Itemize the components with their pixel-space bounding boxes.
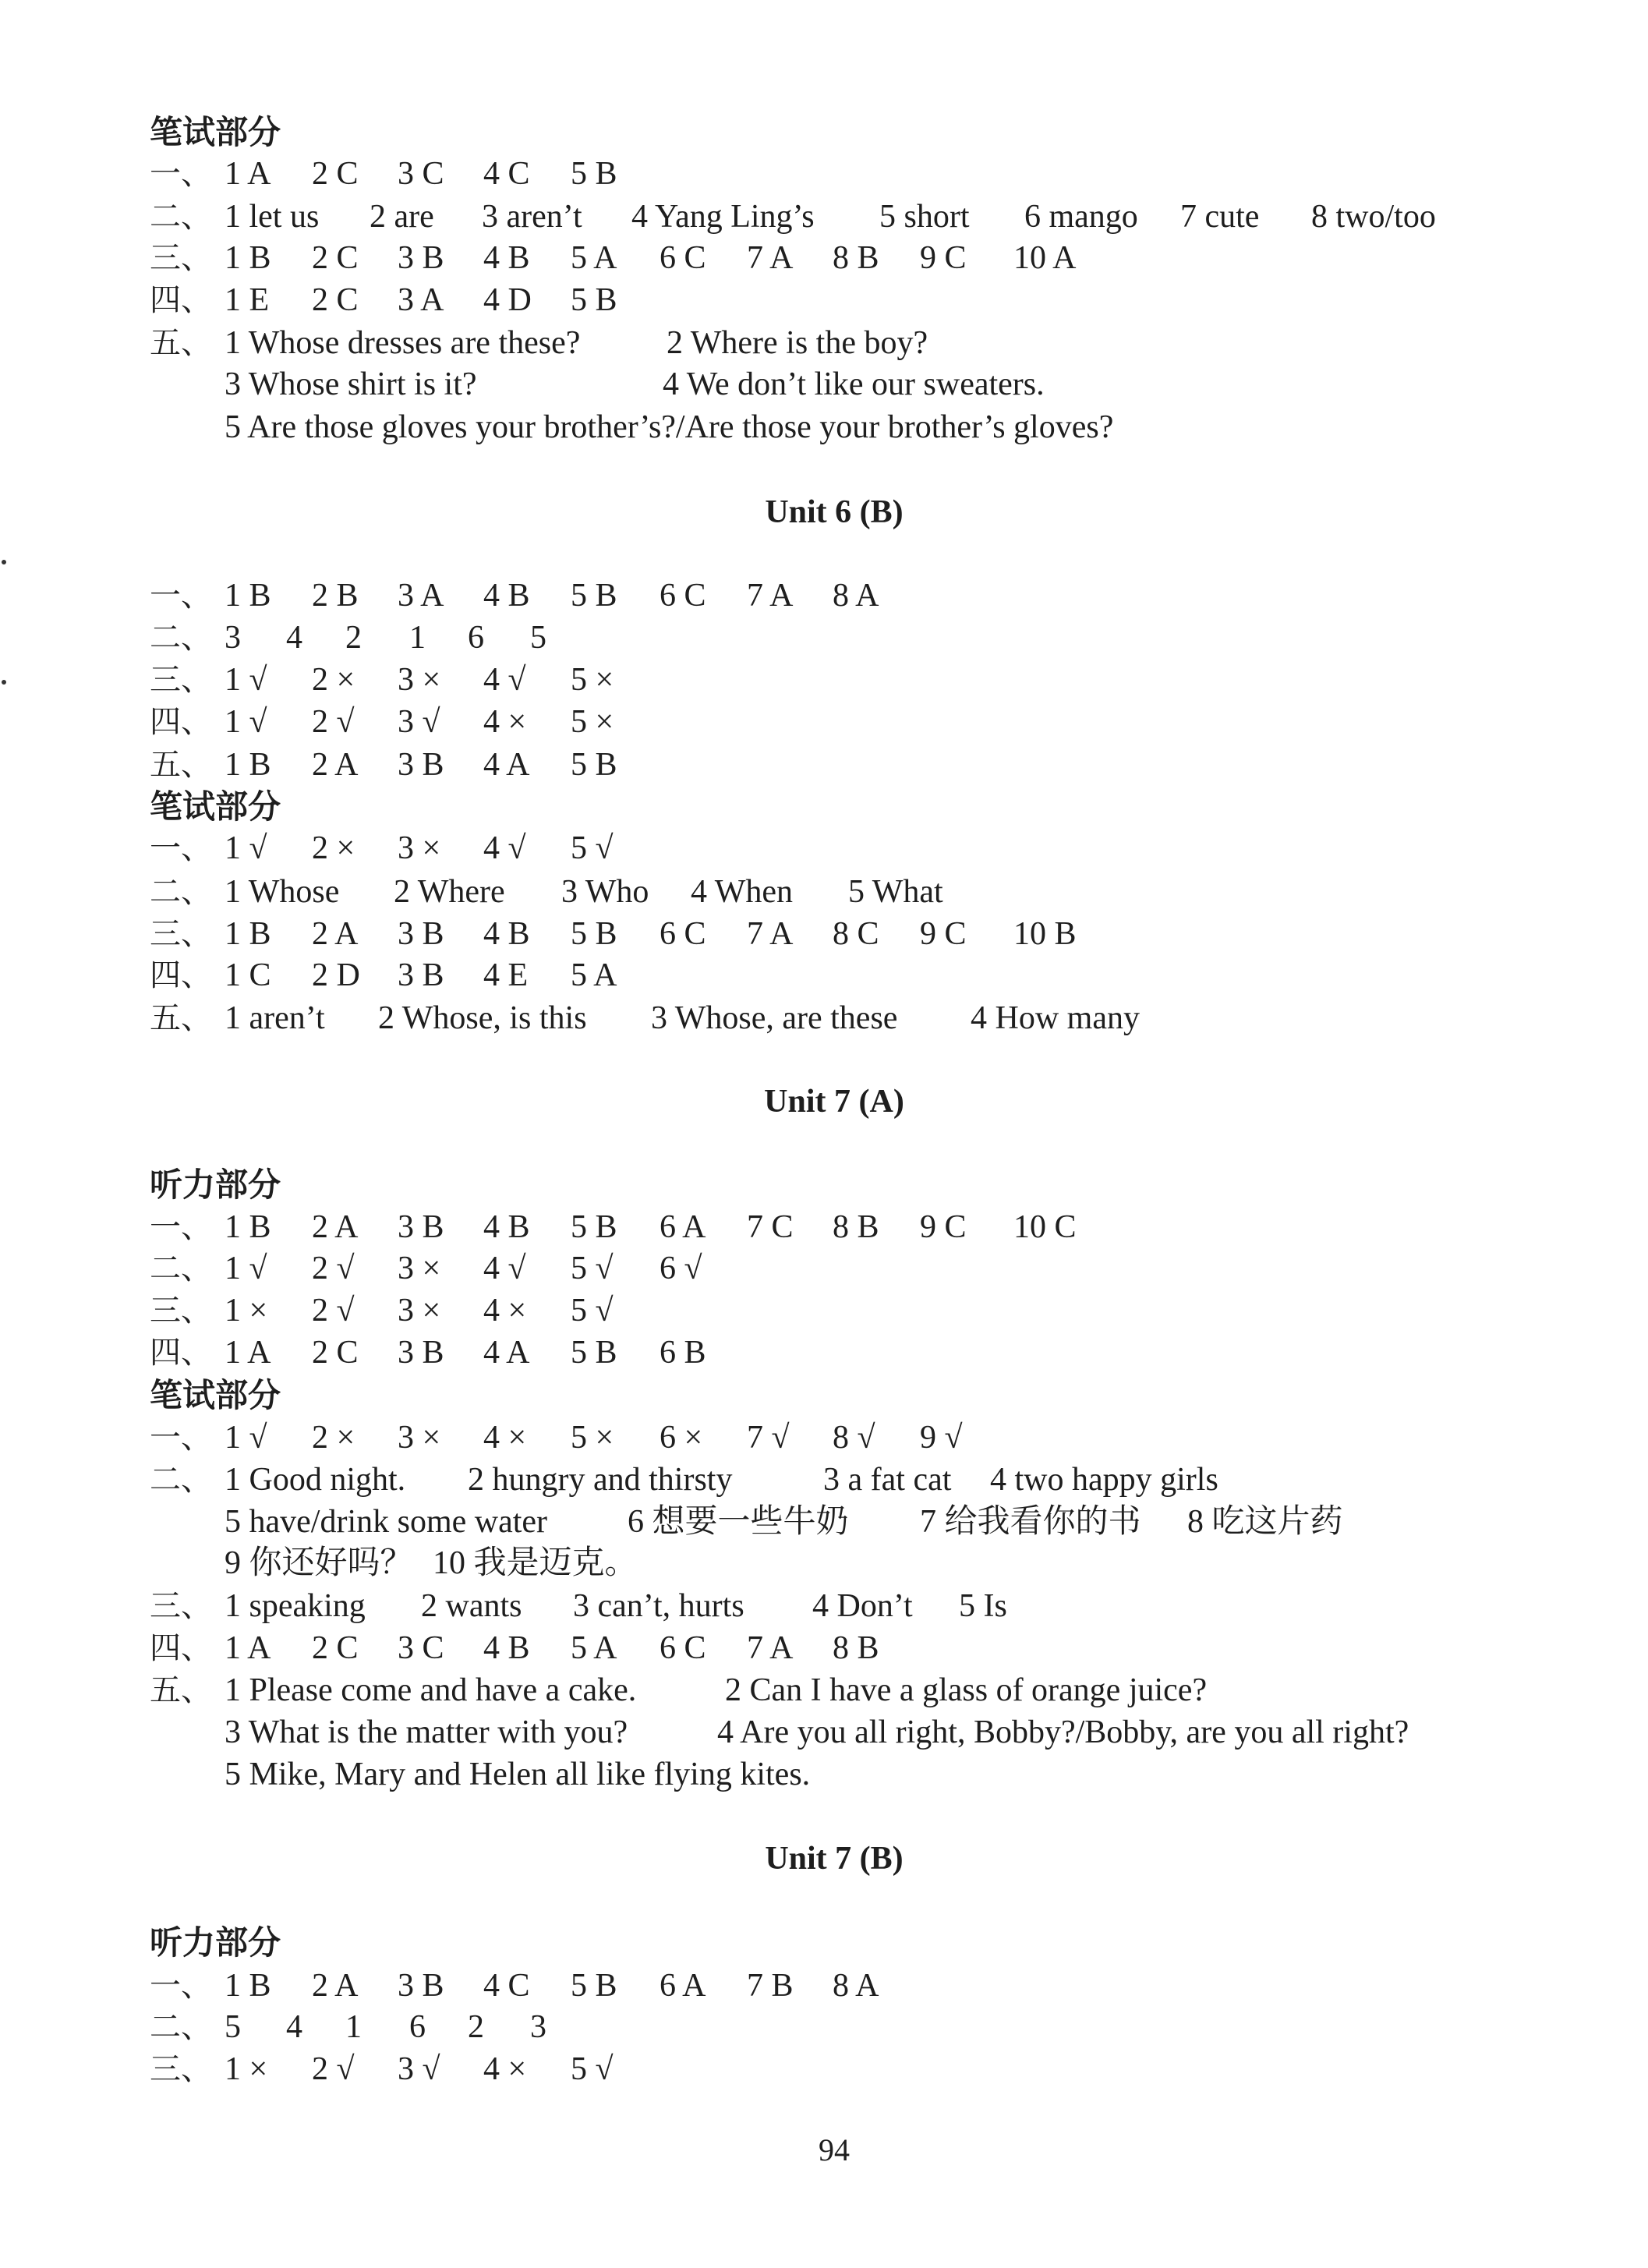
- answer-item: 5: [225, 2009, 241, 2045]
- question-number: 四、: [150, 1335, 212, 1371]
- answer-item: 7 cute: [1180, 199, 1260, 235]
- answer-row: [0, 1625, 1648, 1672]
- answer-item: 9 C: [920, 240, 967, 276]
- answer-item: 8 A: [833, 578, 879, 614]
- answer-row: [0, 1456, 1648, 1503]
- answer-item: 5 A: [571, 957, 617, 993]
- answer-item: 5 B: [571, 916, 617, 952]
- answer-item: 6 mango: [1024, 199, 1138, 235]
- answer-row: [0, 361, 1648, 408]
- answer-item: 1 B: [225, 578, 271, 614]
- answer-row: [0, 150, 1648, 197]
- question-number: 二、: [150, 1462, 212, 1498]
- answer-item: 8 B: [833, 1209, 879, 1245]
- answer-item: 3 ×: [398, 1251, 441, 1286]
- answer-item: 3 B: [398, 1209, 444, 1245]
- answer-item: 6 C: [660, 240, 706, 276]
- answer-item: 4 √: [483, 662, 526, 698]
- answer-item: 7 B: [747, 1968, 794, 2004]
- answer-item: 8 two/too: [1311, 199, 1436, 235]
- answer-item: 2 ×: [312, 1420, 355, 1456]
- answer-row: [0, 572, 1648, 619]
- question-number: 四、: [150, 957, 212, 993]
- answer-item: 6: [468, 620, 484, 656]
- answer-item: 7 A: [747, 240, 794, 276]
- answer-item: 6 C: [660, 578, 706, 614]
- answer-item: 3 ×: [398, 1293, 441, 1329]
- question-number: 三、: [150, 1588, 212, 1624]
- answer-item: 5 B: [571, 1335, 617, 1371]
- answer-item: 6: [409, 2009, 426, 2045]
- section-heading: 笔试部分: [150, 787, 281, 826]
- answer-row: [0, 404, 1648, 451]
- answer-item: 1 C: [225, 957, 271, 993]
- question-number: 二、: [150, 199, 212, 235]
- answer-item: 2 wants: [421, 1588, 522, 1624]
- answer-item: 8 B: [833, 240, 879, 276]
- answer-item: 2 hungry and thirsty: [468, 1462, 733, 1498]
- question-number: 二、: [150, 874, 212, 910]
- answer-item: 1 ×: [225, 2051, 268, 2087]
- answer-row: [0, 277, 1648, 324]
- answer-item: 2 are: [370, 199, 434, 235]
- answer-item: 8 B: [833, 1630, 879, 1666]
- answer-item: 4 C: [483, 156, 530, 192]
- answer-row: [0, 320, 1648, 366]
- answer-item: 1 √: [225, 830, 267, 866]
- question-number: 五、: [150, 1000, 212, 1036]
- answer-item: 3 Whose shirt is it?: [225, 366, 477, 402]
- answer-item: 3 aren’t: [482, 199, 582, 235]
- answer-item: 4 A: [483, 1335, 530, 1371]
- answer-item: 1 Whose dresses are these?: [225, 325, 581, 361]
- question-number: 一、: [150, 1209, 212, 1245]
- question-number: 五、: [150, 1672, 212, 1708]
- answer-item: 2 A: [312, 747, 359, 783]
- answer-item: 1 A: [225, 1335, 271, 1371]
- answer-item: 2: [468, 2009, 484, 2045]
- answer-item: 4 Don’t: [812, 1588, 913, 1624]
- answer-row: [0, 1204, 1648, 1251]
- answer-item: 5 √: [571, 2051, 614, 2087]
- answer-item: 2 B: [312, 578, 359, 614]
- answer-item: 3 B: [398, 1335, 444, 1371]
- answer-item: 4 ×: [483, 704, 527, 740]
- answer-row: [0, 2004, 1648, 2050]
- answer-item: 3: [530, 2009, 546, 2045]
- answer-item: 10 A: [1013, 240, 1077, 276]
- answer-item: 4 B: [483, 916, 530, 952]
- answer-item: 5: [530, 620, 546, 656]
- answer-item: 3 Whose, are these: [651, 1000, 898, 1036]
- answer-row: [0, 1540, 1648, 1587]
- answer-item: 5 short: [879, 199, 970, 235]
- answer-item: 3 C: [398, 1630, 444, 1666]
- answer-item: 5 √: [571, 1251, 614, 1286]
- answer-item: 3 B: [398, 240, 444, 276]
- answer-item: 3 √: [398, 704, 440, 740]
- answer-item: 1 A: [225, 1630, 271, 1666]
- answer-item: 10 B: [1013, 916, 1077, 952]
- answer-row: [0, 656, 1648, 703]
- answer-item: 1 Good night.: [225, 1462, 406, 1498]
- answer-item: 1 A: [225, 156, 271, 192]
- answer-item: 4 A: [483, 747, 530, 783]
- answer-item: 1 E: [225, 282, 270, 318]
- answer-item: 5 √: [571, 1293, 614, 1329]
- question-number: 三、: [150, 916, 212, 952]
- answer-row: [0, 1414, 1648, 1461]
- answer-row: [0, 1709, 1648, 1756]
- answer-item: 4 B: [483, 240, 530, 276]
- question-number: 二、: [150, 620, 212, 656]
- question-number: 四、: [150, 704, 212, 740]
- answer-item: 1 Whose: [225, 874, 340, 910]
- answer-item: 3 √: [398, 2051, 440, 2087]
- answer-item: 2 ×: [312, 830, 355, 866]
- answer-item: 7 A: [747, 916, 794, 952]
- answer-item: 3 can’t, hurts: [573, 1588, 744, 1624]
- answer-item: 7 A: [747, 578, 794, 614]
- answer-item: 6 √: [660, 1251, 702, 1286]
- answer-row: [0, 911, 1648, 957]
- answer-item: 1 B: [225, 916, 271, 952]
- answer-row: [0, 1667, 1648, 1714]
- unit-title: Unit 6 (B): [765, 494, 904, 530]
- question-number: 一、: [150, 830, 212, 866]
- answer-item: 5 A: [571, 240, 617, 276]
- answer-item: 4: [286, 620, 302, 656]
- scan-mark: [2, 560, 6, 564]
- answer-item: 4 B: [483, 1630, 530, 1666]
- answer-item: 4 B: [483, 578, 530, 614]
- answer-row: [0, 193, 1648, 240]
- answer-item: 5 What: [848, 874, 943, 910]
- answer-item: 2 √: [312, 1251, 355, 1286]
- question-number: 四、: [150, 282, 212, 318]
- unit-title: Unit 7 (B): [765, 1841, 904, 1877]
- answer-item: 2 C: [312, 282, 359, 318]
- answer-item: 2 Where is the boy?: [667, 325, 928, 361]
- question-number: 五、: [150, 747, 212, 783]
- answer-row: [0, 825, 1648, 872]
- answer-item: 2 Can I have a glass of orange juice?: [725, 1672, 1208, 1708]
- scan-mark: [2, 680, 6, 685]
- section-heading: 笔试部分: [150, 113, 281, 151]
- answer-item: 5 B: [571, 282, 617, 318]
- answer-row: [0, 995, 1648, 1042]
- answer-row: [0, 869, 1648, 915]
- answer-item: 1: [409, 620, 426, 656]
- answer-item: 9 C: [920, 1209, 967, 1245]
- answer-item: 2: [345, 620, 362, 656]
- answer-item: 5 A: [571, 1630, 617, 1666]
- answer-row: [0, 1329, 1648, 1376]
- question-number: 一、: [150, 1968, 212, 2004]
- question-number: 一、: [150, 578, 212, 614]
- answer-item: 2 √: [312, 2051, 355, 2087]
- answer-item: 4 Yang Ling’s: [631, 199, 815, 235]
- answer-item: 1 speaking: [225, 1588, 366, 1624]
- answer-item: 1 √: [225, 1251, 267, 1286]
- question-number: 三、: [150, 1293, 212, 1329]
- answer-item: 5 √: [571, 830, 614, 866]
- answer-item: 8 A: [833, 1968, 879, 2004]
- answer-item: 3 C: [398, 156, 444, 192]
- answer-item: 3 ×: [398, 830, 441, 866]
- answer-item: 3: [225, 620, 241, 656]
- answer-row: [0, 1583, 1648, 1629]
- answer-row: [0, 741, 1648, 788]
- answer-item: 4 How many: [971, 1000, 1140, 1036]
- answer-item: 2 A: [312, 1968, 359, 2004]
- question-number: 三、: [150, 662, 212, 698]
- section-heading: 笔试部分: [150, 1376, 281, 1414]
- answer-row: [0, 699, 1648, 745]
- answer-item: 4 ×: [483, 1293, 527, 1329]
- answer-row: [0, 235, 1648, 281]
- answer-item: 2 C: [312, 1630, 359, 1666]
- answer-item: 1 B: [225, 747, 271, 783]
- answer-row: [0, 1962, 1648, 2009]
- answer-item: 2 C: [312, 240, 359, 276]
- answer-item: 1 aren’t: [225, 1000, 325, 1036]
- answer-item: 10 我是迈克。: [433, 1545, 638, 1581]
- page-number: 94: [819, 2132, 850, 2167]
- answer-item: 4 ×: [483, 2051, 527, 2087]
- answer-item: 2 ×: [312, 662, 355, 698]
- answer-item: 1 √: [225, 704, 267, 740]
- answer-item: 1 ×: [225, 1293, 268, 1329]
- question-number: 一、: [150, 156, 212, 192]
- answer-item: 4 We don’t like our sweaters.: [663, 366, 1045, 402]
- answer-item: 6 C: [660, 916, 706, 952]
- answer-row: [0, 1751, 1648, 1798]
- answer-item: 1 Please come and have a cake.: [225, 1672, 637, 1708]
- answer-item: 1 B: [225, 240, 271, 276]
- answer-item: 5 Mike, Mary and Helen all like flying kites.: [225, 1757, 811, 1792]
- question-number: 一、: [150, 1420, 212, 1456]
- answer-item: 2 Where: [394, 874, 505, 910]
- answer-item: 4: [286, 2009, 302, 2045]
- answer-item: 2 A: [312, 916, 359, 952]
- question-number: 三、: [150, 2051, 212, 2087]
- answer-item: 3 ×: [398, 662, 441, 698]
- answer-item: 6 A: [660, 1968, 706, 2004]
- question-number: 五、: [150, 325, 212, 361]
- answer-item: 1: [345, 2009, 362, 2045]
- answer-item: 8 C: [833, 916, 879, 952]
- answer-item: 3 B: [398, 957, 444, 993]
- answer-item: 5 B: [571, 156, 617, 192]
- answer-item: 5 Is: [959, 1588, 1007, 1624]
- answer-item: 7 A: [747, 1630, 794, 1666]
- answer-item: 9 C: [920, 916, 967, 952]
- answer-item: 5 B: [571, 1209, 617, 1245]
- answer-item: 2 C: [312, 156, 359, 192]
- answer-item: 4 √: [483, 1251, 526, 1286]
- unit-title: Unit 7 (A): [764, 1084, 904, 1120]
- answer-item: 4 E: [483, 957, 529, 993]
- answer-item: 5 ×: [571, 662, 614, 698]
- answer-item: 3 B: [398, 916, 444, 952]
- answer-item: 1 B: [225, 1968, 271, 2004]
- answer-row: [0, 1498, 1648, 1545]
- answer-row: [0, 1245, 1648, 1292]
- answer-item: 7 给我看你的书: [920, 1504, 1141, 1540]
- answer-item: 2 √: [312, 1293, 355, 1329]
- answer-item: 6 想要一些牛奶: [628, 1504, 849, 1540]
- question-number: 二、: [150, 2009, 212, 2045]
- answer-item: 10 C: [1013, 1209, 1077, 1245]
- answer-item: 2 C: [312, 1335, 359, 1371]
- answer-item: 4 D: [483, 282, 532, 318]
- answer-item: 2 A: [312, 1209, 359, 1245]
- question-number: 三、: [150, 240, 212, 276]
- answer-item: 1 √: [225, 662, 267, 698]
- answer-item: 4 When: [691, 874, 794, 910]
- answer-item: 2 D: [312, 957, 360, 993]
- answer-item: 7 C: [747, 1209, 794, 1245]
- answer-item: 5 B: [571, 747, 617, 783]
- answer-item: 5 Are those gloves your brother’s?/Are those your brother’s gloves?: [225, 409, 1114, 445]
- question-number: 四、: [150, 1630, 212, 1666]
- answer-item: 5 B: [571, 578, 617, 614]
- answer-item: 6 B: [660, 1335, 706, 1371]
- answer-row: [0, 952, 1648, 999]
- answer-item: 2 Whose, is this: [378, 1000, 587, 1036]
- answer-item: 4 √: [483, 830, 526, 866]
- answer-item: 4 ×: [483, 1420, 527, 1456]
- answer-item: 1 B: [225, 1209, 271, 1245]
- answer-item: 8 √: [833, 1420, 875, 1456]
- answer-row: [0, 1287, 1648, 1334]
- answer-item: 9 √: [920, 1420, 963, 1456]
- answer-item: 5 ×: [571, 1420, 614, 1456]
- answer-item: 7 √: [747, 1420, 790, 1456]
- answer-item: 9 你还好吗？: [225, 1545, 413, 1581]
- answer-item: 8 吃这片药: [1187, 1504, 1343, 1540]
- answer-item: 3 What is the matter with you?: [225, 1714, 628, 1750]
- answer-item: 6 ×: [660, 1420, 703, 1456]
- answer-item: 4 two happy girls: [990, 1462, 1218, 1498]
- answer-item: 2 √: [312, 704, 355, 740]
- section-heading: 听力部分: [150, 1923, 281, 1962]
- section-heading: 听力部分: [150, 1166, 281, 1204]
- answer-item: 3 A: [398, 578, 444, 614]
- answer-item: 4 C: [483, 1968, 530, 2004]
- answer-item: 5 have/drink some water: [225, 1504, 548, 1540]
- answer-item: 3 Who: [561, 874, 649, 910]
- answer-item: 6 C: [660, 1630, 706, 1666]
- answer-item: 3 ×: [398, 1420, 441, 1456]
- answer-item: 3 a fat cat: [823, 1462, 952, 1498]
- answer-row: [0, 2046, 1648, 2093]
- answer-item: 3 B: [398, 1968, 444, 2004]
- answer-item: 5 B: [571, 1968, 617, 2004]
- answer-item: 6 A: [660, 1209, 706, 1245]
- answer-item: 4 Are you all right, Bobby?/Bobby, are you all right?: [717, 1714, 1409, 1750]
- answer-row: [0, 614, 1648, 661]
- answer-item: 5 ×: [571, 704, 614, 740]
- question-number: 二、: [150, 1251, 212, 1286]
- answer-item: 3 B: [398, 747, 444, 783]
- answer-item: 1 √: [225, 1420, 267, 1456]
- answer-item: 1 let us: [225, 199, 320, 235]
- answer-item: 4 B: [483, 1209, 530, 1245]
- answer-item: 3 A: [398, 282, 444, 318]
